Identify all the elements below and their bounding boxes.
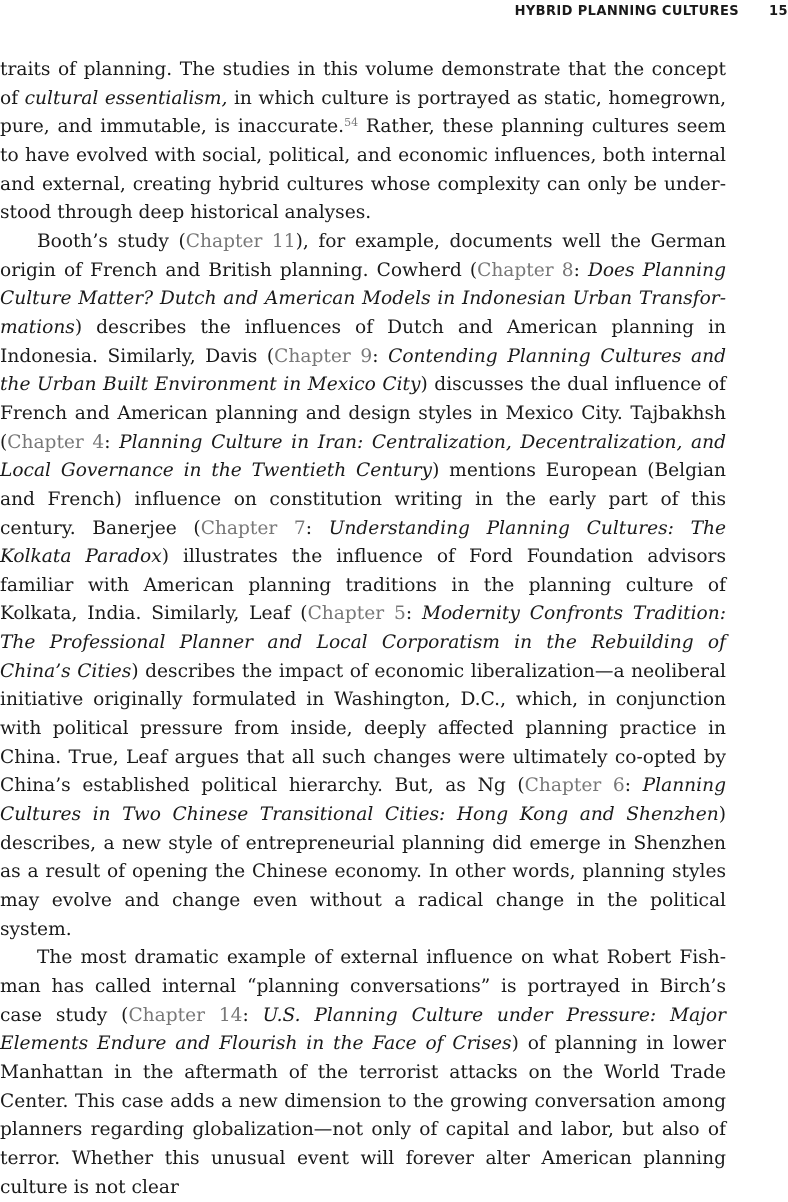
body-text-run: : [242, 1004, 263, 1026]
page-number: 15 [769, 3, 788, 19]
body-text-run: Rather, these planning cultures seem to have evolved with social, political, and economic influences, both internal and external, creating hybrid cultures whose complexity can only be understood through deep historical analyses. [0, 116, 727, 224]
body-text-run: : [624, 775, 643, 797]
body-text-run: ) of planning in lower Manhattan in the aftermath of the terrorist attacks on the World Trade Center. This case adds a new dimension to the growing conversation among planners regarding globalization—not only of capital and labor, but also of terror. Whether this unusual event will forever alter American planning culture is not clear [0, 1033, 726, 1198]
chapter-reference: Chapter 6 [524, 775, 625, 797]
body-text-run: in which culture is portrayed as static, homegrown, pure, and immutable, is inaccurate. [0, 87, 726, 138]
chapter-title-italic: Does Planning Culture Matter? Dutch and American Models in Indonesian Urban Transformations [0, 259, 726, 338]
body-text-run: ) describes, a new style of entrepreneurial planning did emerge in Shenzhen as a result of opening the Chinese economy. In other words, planning styles may evolve and change even without a radical change in the political system. [0, 804, 726, 940]
running-header [514, 0, 788, 22]
chapter-title-italic: Contending Planning Cultures and the Urban Built Environment in Mexico City [0, 345, 726, 396]
chapter-reference: Chapter 4 [7, 431, 105, 453]
paragraph [0, 56, 726, 228]
body-text [0, 56, 726, 1202]
chapter-title-italic: U.S. Planning Culture under Pressure: Major Elements Endure and Flourish in the Face of Crises [0, 1004, 726, 1055]
chapter-title-italic: Understanding Planning Cultures: The Kolkata Paradox [0, 517, 727, 568]
body-text-run: : [372, 345, 389, 367]
body-text-run: : [104, 431, 120, 453]
running-header-title: HYBRID PLANNING CULTURES [514, 3, 739, 19]
body-text-run: : [573, 259, 588, 281]
body-text-run: The most dramatic example of external influence on what Robert Fishman has called internal “planning conversations” is portrayed in Birch’s case study ( [0, 947, 726, 1026]
body-text-run: ) illustrates the influence of Ford Foundation advisors familiar with American planning traditions in the planning culture of Kolkata, India. Similarly, Leaf ( [0, 546, 726, 625]
body-text-run: ) mentions European (Belgian and French) influence on constitution writing in the early part of this century. Banerjee ( [0, 460, 727, 539]
chapter-reference: Chapter 11 [185, 230, 296, 252]
chapter-reference: Chapter 14 [128, 1004, 243, 1026]
chapter-title-italic: Planning Cultures in Two Chinese Transitional Cities: Hong Kong and Shenzhen [0, 775, 726, 826]
chapter-title-italic: cultural essentialism, [24, 87, 228, 109]
body-text-run: ), for example, documents well the German origin of French and British planning. Cowherd ( [0, 230, 727, 281]
body-text-run: ) discusses the dual influence of French and American planning and design styles in Mexico City. Tajbakhsh ( [0, 374, 727, 453]
body-text-run: ) describes the influences of Dutch and American planning in Indonesia. Similarly, Davis ( [0, 316, 726, 367]
footnote-marker: 54 [344, 116, 359, 130]
paragraph [0, 228, 726, 944]
chapter-reference: Chapter 8 [477, 259, 574, 281]
body-text-run: Booth’s study ( [37, 230, 186, 252]
chapter-reference: Chapter 7 [200, 517, 306, 539]
chapter-title-italic: Planning Culture in Iran: Centralization, Decentralization, and Local Governance in the Twentieth Century [0, 431, 726, 482]
body-text-run: : [405, 603, 422, 625]
paragraph [0, 944, 726, 1202]
body-text-run: traits of planning. The studies in this volume demonstrate that the concept of [0, 59, 726, 109]
chapter-reference: Chapter 9 [274, 345, 373, 367]
body-text-run: : [305, 517, 329, 539]
chapter-title-italic: Modernity Confronts Tradition: The Professional Planner and Local Corporatism in the Rebuilding of China’s Cities [0, 603, 726, 682]
body-text-run: ) describes the impact of economic liberalization—a neoliberal initiative originally formulated in Washington, D.C., which, in conjunction with political pressure from inside, deeply affected planning practice in China. True, Leaf argues that all such changes were ultimately co-opted by China’s established political hierarchy. But, as Ng ( [0, 660, 726, 797]
chapter-reference: Chapter 5 [307, 603, 406, 625]
